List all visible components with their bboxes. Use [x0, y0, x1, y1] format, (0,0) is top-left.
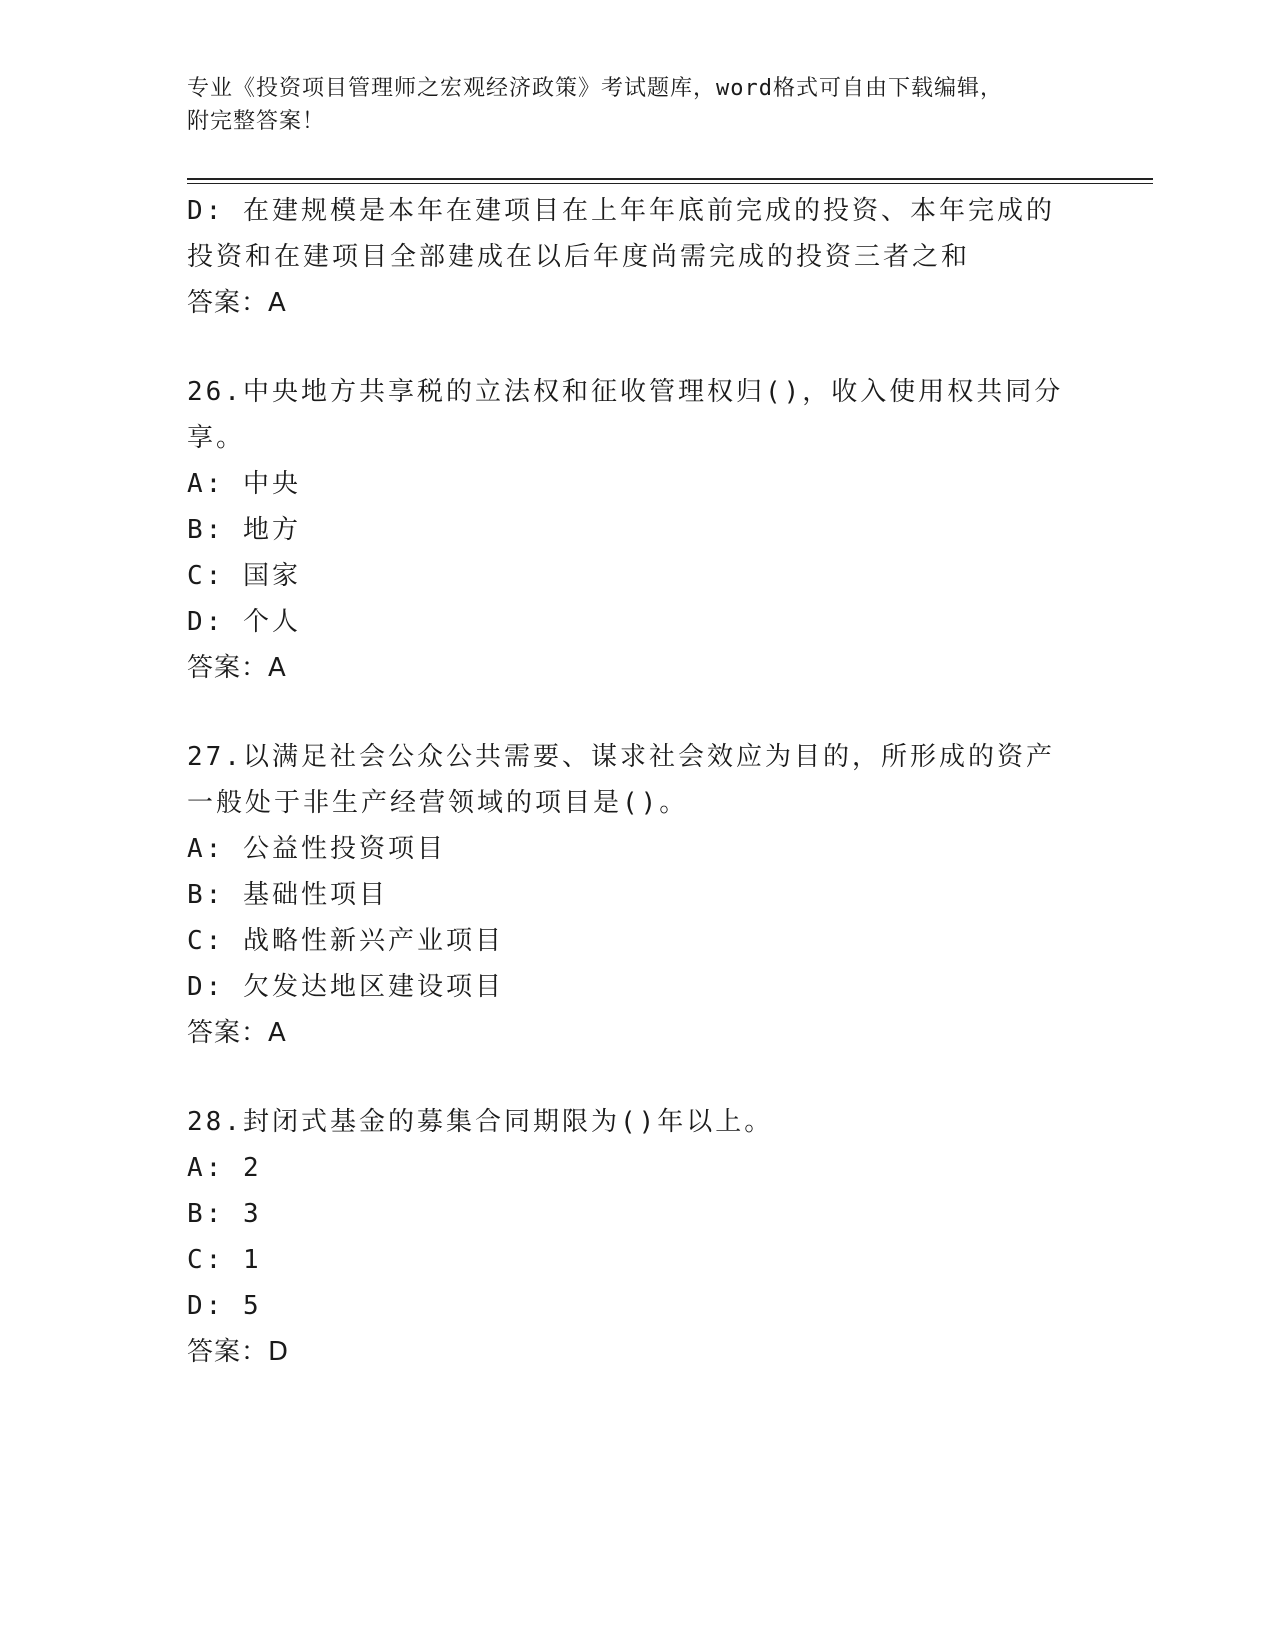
option-b: B: 3	[187, 1199, 262, 1229]
answer-line: 答案：A	[187, 288, 287, 318]
header-divider-thick	[187, 178, 1153, 180]
question-stem: 28.封闭式基金的募集合同期限为()年以上。	[187, 1107, 774, 1137]
option-d: D: 在建规模是本年在建项目在上年年底前完成的投资、本年完成的投资和在建项目全部建成在以后年度尚需完成的投资三者之和	[187, 196, 1055, 272]
document-header	[187, 72, 1067, 138]
question-stem: 27.以满足社会公众公共需要、谋求社会效应为目的，所形成的资产一般处于非生产经营领域的项目是()。	[187, 742, 1055, 818]
answer-line: 答案：D	[187, 1337, 290, 1367]
question-list	[187, 188, 1087, 1375]
option-d: D: 欠发达地区建设项目	[187, 972, 504, 1002]
question-stem: 26.中央地方共享税的立法权和征收管理权归()，收入使用权共同分享。	[187, 377, 1064, 453]
header-line-2: 附完整答案！	[187, 109, 326, 134]
question-25-tail	[187, 188, 1087, 326]
question-28	[187, 1099, 1087, 1375]
option-a: A: 中央	[187, 469, 301, 499]
option-b: B: 地方	[187, 515, 301, 545]
answer-line: 答案：A	[187, 1018, 287, 1048]
option-b: B: 基础性项目	[187, 880, 388, 910]
option-c: C: 1	[187, 1245, 262, 1275]
option-c: C: 战略性新兴产业项目	[187, 926, 504, 956]
answer-line: 答案：A	[187, 653, 287, 683]
option-a: A: 公益性投资项目	[187, 834, 446, 864]
question-26	[187, 369, 1087, 691]
option-d: D: 个人	[187, 607, 301, 637]
header-divider-thin	[187, 183, 1153, 184]
option-d: D: 5	[187, 1291, 262, 1321]
header-line-1: 专业《投资项目管理师之宏观经济政策》考试题库，word格式可自由下载编辑，	[187, 76, 1003, 101]
option-a: A: 2	[187, 1153, 262, 1183]
question-27	[187, 734, 1087, 1056]
option-c: C: 国家	[187, 561, 301, 591]
